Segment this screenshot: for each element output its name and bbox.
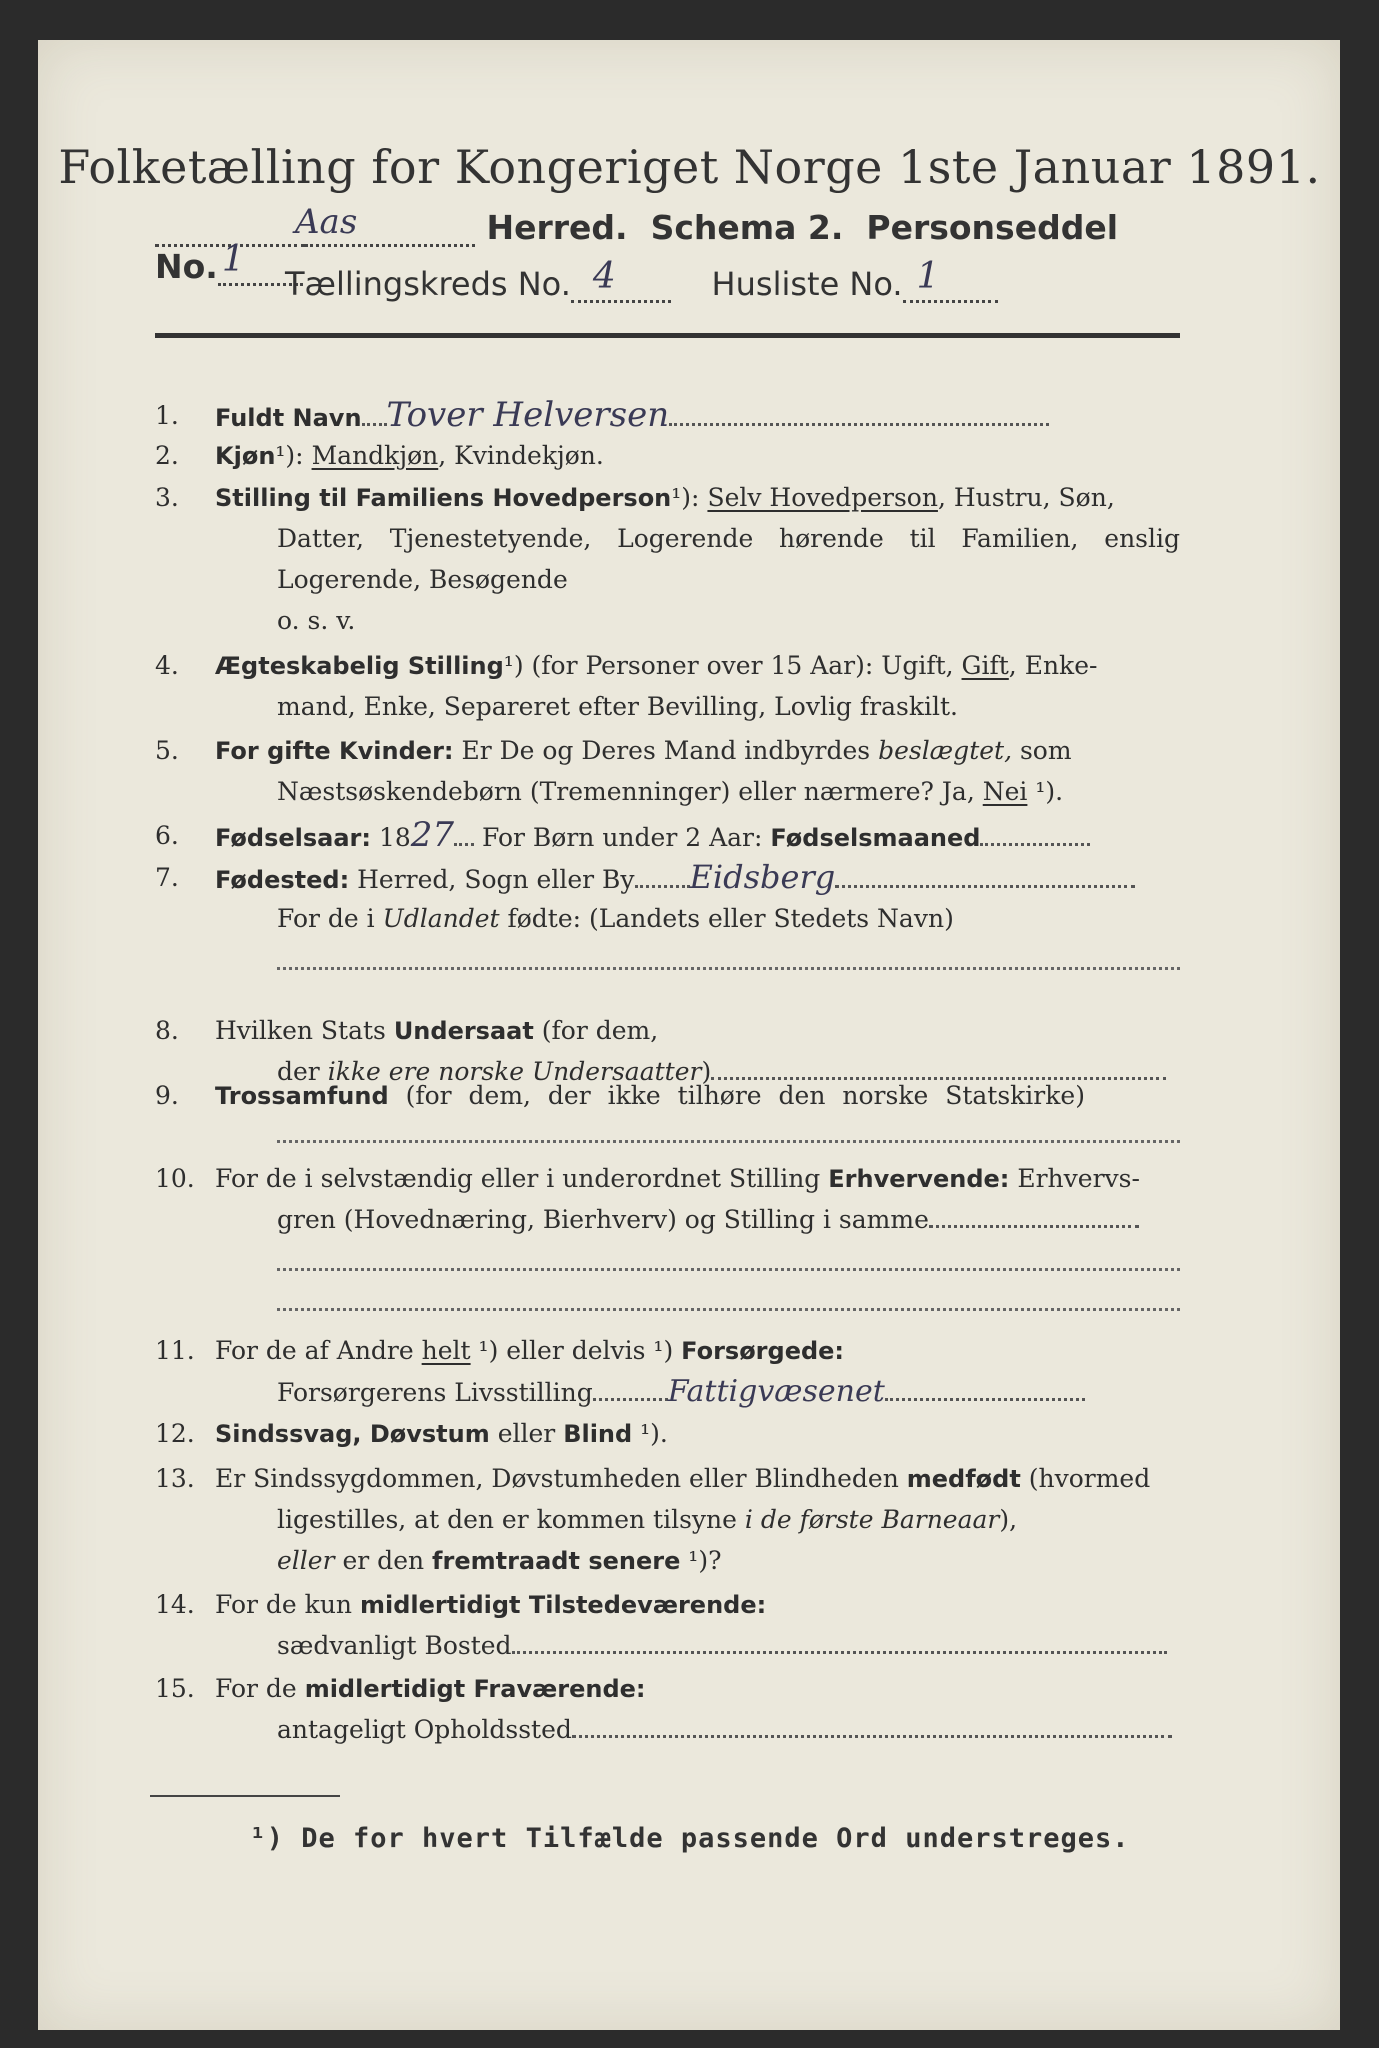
item-14-temp-present	[155, 1584, 1180, 1669]
option-text: (hvormed	[1020, 1464, 1151, 1493]
blank-line	[277, 1308, 1180, 1311]
option-text: (for dem, der ikke tilhøre den norske Statskirke)	[388, 1081, 1085, 1110]
birthplace-value: Eidsberg	[689, 858, 836, 896]
item-label: fremtraadt senere	[432, 1547, 681, 1575]
footnote-marker: ¹)?	[680, 1546, 722, 1575]
item-number: 14.	[155, 1590, 195, 1619]
option-text: Herred, Sogn eller By	[349, 865, 635, 894]
option-text: o. s. v.	[277, 606, 356, 635]
option-text: antageligt Opholdssted	[277, 1715, 572, 1744]
selected-option: Selv Hovedperson	[707, 483, 938, 512]
item-label: Erhvervende:	[828, 1165, 1010, 1193]
herred-value: Aas	[295, 202, 358, 242]
item-11-supported	[155, 1330, 1180, 1415]
option-text: eller	[277, 1546, 335, 1575]
item-15-temp-absent	[155, 1668, 1180, 1753]
option-text: For Børn under 2 Aar:	[474, 823, 771, 852]
item-label: Fødselsmaaned	[770, 824, 981, 852]
kreds-value: 4	[592, 256, 616, 297]
kreds-line	[285, 256, 1085, 315]
husliste-label: Husliste No.	[711, 265, 903, 303]
item-12-disability	[155, 1413, 1180, 1458]
item-number: 1.	[155, 401, 179, 430]
option-text: Forsørgerens Livsstilling	[277, 1378, 593, 1407]
item-label: Undersaat	[393, 1017, 534, 1045]
item-number: 11.	[155, 1336, 195, 1365]
provider-value: Fattigvæsenet	[667, 1374, 885, 1409]
herred-label: Herred.	[486, 208, 628, 247]
item-label: Stilling til Familiens Hovedperson	[215, 484, 672, 512]
blank-line	[277, 1140, 1180, 1143]
option-text: Erhvervs-	[1009, 1164, 1140, 1193]
item-10-occupation	[155, 1158, 1180, 1318]
personseddel-value: 1	[221, 239, 245, 280]
option-text: Hvilken Stats	[215, 1016, 394, 1045]
item-number: 4.	[155, 651, 179, 680]
option-text: For de i	[277, 904, 383, 933]
item-9-religion	[155, 1075, 1180, 1150]
option-text: For de	[215, 1674, 305, 1703]
option-text: beslægtet,	[878, 736, 1013, 765]
item-number: 13.	[155, 1464, 195, 1493]
item-label: For gifte Kvinder:	[215, 737, 454, 765]
item-label: Blind	[563, 1420, 633, 1448]
item-label: midlertidigt Tilstedeværende:	[359, 1591, 767, 1619]
item-6-birthyear	[155, 815, 1180, 860]
blank-line	[277, 967, 1180, 970]
item-number: 12.	[155, 1419, 195, 1448]
footnote-marker: ¹):	[671, 483, 700, 512]
option-text: Er De og Deres Mand indbyrdes	[453, 736, 879, 765]
option-text: Logerende, Besøgende	[277, 565, 568, 594]
item-label: Sindssvag, Døvstum	[215, 1420, 490, 1448]
option-text: , Enke-	[1008, 651, 1098, 680]
option-text: Næstsøskendebørn (Tremenninger) eller nærmere? Ja,	[277, 777, 983, 806]
footnote-rule	[150, 1795, 340, 1797]
form-title: Folketælling for Kongeriget Norge 1ste Januar 1891.	[58, 140, 1321, 194]
item-1-name	[155, 395, 1180, 440]
item-label: Ægteskabelig Stilling	[215, 652, 504, 680]
selected-option: Nei	[982, 777, 1028, 806]
selected-option: Mandkjøn	[311, 441, 439, 470]
item-label: Kjøn	[215, 442, 276, 470]
item-2-sex	[155, 435, 1180, 480]
option-text: Er Sindssygdommen, Døvstumheden eller Blindheden	[215, 1464, 907, 1493]
item-number: 7.	[155, 863, 179, 892]
item-number: 5.	[155, 736, 179, 765]
schema-label: Schema 2.	[650, 208, 844, 247]
option-text: ligestilles, at den er kommen tilsyne	[277, 1505, 745, 1534]
option-text: , Hustru, Søn,	[937, 483, 1115, 512]
option-text: ),	[999, 1505, 1018, 1534]
option-text: fødte: (Landets eller Stedets Navn)	[499, 904, 954, 933]
item-5-related	[155, 730, 1180, 815]
item-label: Trossamfund	[215, 1082, 389, 1110]
option-text: som	[1012, 736, 1072, 765]
item-label: medfødt	[906, 1465, 1021, 1493]
husliste-value: 1	[916, 256, 940, 297]
blank-line	[277, 1268, 1180, 1271]
option-text: gren (Hovednæring, Bierhverv) og Stilling i samme	[277, 1205, 929, 1234]
footnote-marker: ¹):	[275, 441, 304, 470]
option-text: Datter, Tjenestetyende, Logerende hørende til Familien, enslig	[277, 524, 1180, 553]
footnote-marker: ¹)	[503, 651, 524, 680]
option-text: sædvanligt Bosted	[277, 1631, 512, 1660]
kreds-fill	[571, 256, 671, 303]
option-text: For de kun	[215, 1590, 360, 1619]
item-number: 8.	[155, 1016, 179, 1045]
option-text: i de første Barneaar	[744, 1505, 1000, 1534]
footnote-marker: ¹).	[632, 1419, 668, 1448]
option-text: ¹) eller delvis ¹)	[470, 1336, 682, 1365]
option-text: For de i selvstændig eller i underordnet Stilling	[215, 1164, 829, 1193]
item-13-congenital	[155, 1458, 1180, 1588]
item-7-birthplace	[155, 857, 1180, 987]
option-text: )	[701, 1057, 712, 1086]
option-text: eller	[489, 1419, 564, 1448]
option-text: ikke ere norske Undersaatter	[327, 1057, 702, 1086]
header-rule	[155, 333, 1180, 338]
personseddel-label: Personseddel No.	[155, 208, 1119, 286]
item-number: 10.	[155, 1164, 195, 1193]
option-text: For de af Andre	[215, 1336, 422, 1365]
item-label: Forsørgede:	[681, 1337, 845, 1365]
option-text: , Kvindekjøn.	[438, 441, 604, 470]
item-label: Fødselsaar:	[215, 824, 371, 852]
item-number: 2.	[155, 441, 179, 470]
item-number: 9.	[155, 1081, 179, 1110]
selected-option: Gift	[961, 651, 1009, 680]
birthyear-value: 27	[410, 815, 455, 855]
name-value: Tover Helversen	[386, 395, 670, 435]
item-label: midlertidigt Fraværende:	[304, 1675, 646, 1703]
option-text: 18	[371, 823, 411, 852]
item-label: Fødested:	[215, 866, 350, 894]
footnote: ¹) De for hvert Tilfælde passende Ord understreges.	[249, 1823, 1130, 1854]
husliste-fill	[903, 256, 998, 303]
item-3-position	[155, 477, 1180, 647]
footnote-marker: ¹).	[1027, 777, 1064, 806]
option-text: (for dem,	[533, 1016, 659, 1045]
kreds-label: Tællingskreds No.	[285, 265, 571, 303]
option-text: Udlandet	[382, 904, 500, 933]
item-number: 15.	[155, 1674, 195, 1703]
item-number: 3.	[155, 483, 179, 512]
item-4-marital	[155, 645, 1180, 730]
option-text: mand, Enke, Separeret efter Bevilling, Lovlig fraskilt.	[277, 692, 958, 721]
item-label: Fuldt Navn	[215, 404, 362, 432]
option-text: der	[277, 1057, 328, 1086]
selected-option: helt	[421, 1336, 471, 1365]
option-text: (for Personer over 15 Aar): Ugift,	[523, 651, 962, 680]
item-number: 6.	[155, 821, 179, 850]
option-text: er den	[334, 1546, 433, 1575]
